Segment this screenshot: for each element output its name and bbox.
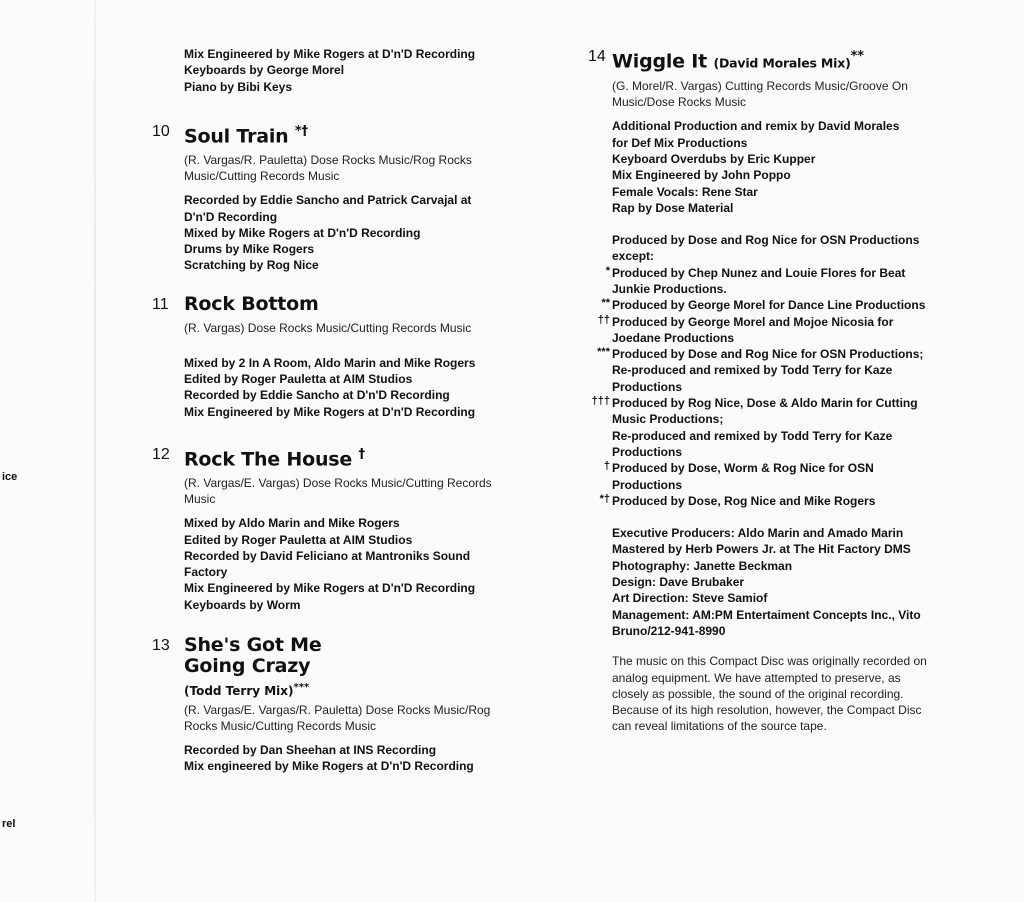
production-line: Productions bbox=[612, 444, 683, 459]
track-subtitle-text: (Todd Terry Mix) bbox=[184, 684, 294, 698]
production-line: Produced by Dose, Worm & Rog Nice for OSN bbox=[612, 461, 874, 476]
publishing-line: Rocks Music/Cutting Records Music bbox=[184, 719, 377, 733]
credit-line: Recorded by Eddie Sancho at D'n'D Recording bbox=[184, 388, 450, 403]
track-number: 10 bbox=[152, 122, 170, 140]
credit-line: Edited by Roger Pauletta at AIM Studios bbox=[184, 372, 413, 386]
track-title bbox=[184, 121, 547, 147]
credit-line: for Def Mix Productions bbox=[612, 135, 748, 150]
track-number: 12 bbox=[152, 445, 170, 463]
credit-line: Mix engineered by Mike Rogers at D'n'D Recording bbox=[184, 759, 474, 774]
staff-credit-line: Art Direction: Steve Samiof bbox=[612, 591, 768, 606]
production-note bbox=[591, 395, 988, 460]
publishing-info bbox=[184, 702, 547, 734]
staff-credit-line: Executive Producers: Aldo Marin and Amado Marin bbox=[612, 526, 904, 541]
production-mark: *** bbox=[597, 346, 610, 359]
production-line: Produced by Rog Nice, Dose & Aldo Marin for Cutting bbox=[612, 396, 918, 411]
page-fold-line bbox=[94, 0, 96, 902]
publishing-line: (G. Morel/R. Vargas) Cutting Records Music/Groove On bbox=[612, 79, 908, 94]
track-credits bbox=[184, 742, 547, 775]
credit-line: Recorded by Eddie Sancho and Patrick Carvajal at bbox=[184, 193, 472, 208]
production-note bbox=[597, 313, 988, 347]
credit-line: Mix Engineered by Mike Rogers at D'n'D Recording bbox=[184, 47, 476, 61]
credit-line: Mix Engineered by Mike Rogers at D'n'D Recording bbox=[184, 581, 476, 596]
production-line: Junkie Productions. bbox=[612, 282, 727, 296]
publishing-line: (R. Vargas/E. Vargas) Dose Rocks Music/Cutting Records bbox=[184, 476, 492, 491]
production-mark: ** bbox=[601, 297, 610, 310]
publishing-info bbox=[184, 320, 547, 336]
credit-line: D'n'D Recording bbox=[184, 209, 278, 224]
track-mark: *† bbox=[294, 123, 308, 139]
publishing-line: Music/Cutting Records Music bbox=[184, 169, 340, 184]
track-mark: † bbox=[358, 446, 365, 462]
credit-line: Scratching by Rog Nice bbox=[184, 258, 319, 273]
track-mix-name: (David Morales Mix) bbox=[713, 55, 851, 71]
disclaimer-line: can reveal limitations of the source tape. bbox=[612, 719, 827, 734]
edge-text-fragment: rel bbox=[2, 818, 16, 830]
disclaimer-line: analog equipment. We have attempted to preserve, as bbox=[612, 670, 901, 685]
track-13 bbox=[152, 635, 547, 775]
track-10 bbox=[152, 121, 547, 274]
track-number: 14 bbox=[588, 48, 606, 65]
production-line: Produced by Dose and Rog Nice for OSN Productions; bbox=[612, 347, 924, 362]
credit-line: Rap by Dose Material bbox=[612, 200, 734, 215]
production-notes bbox=[591, 232, 988, 509]
publishing-line: (R. Vargas/E. Vargas/R. Pauletta) Dose Rocks Music/Rog bbox=[184, 703, 491, 717]
credit-line: Female Vocals: Rene Star bbox=[612, 184, 758, 199]
credit-line: Mixed by Mike Rogers at D'n'D Recording bbox=[184, 225, 421, 240]
track-14 bbox=[588, 46, 988, 735]
production-note bbox=[601, 297, 988, 313]
track-title-line: Going Crazy bbox=[184, 655, 311, 677]
credit-line: Mix Engineered by Mike Rogers at D'n'D Recording bbox=[184, 404, 476, 419]
track-mark: ** bbox=[850, 49, 864, 64]
production-line: Re-produced and remixed by Todd Terry for Kaze bbox=[612, 363, 893, 378]
production-line: Produced by Dose, Rog Nice and Mike Rogers bbox=[612, 493, 876, 508]
staff-credit-line: Management: AM:PM Entertaiment Concepts Inc., Vito bbox=[612, 607, 921, 622]
track-title bbox=[612, 46, 988, 73]
staff-credit-line: Photography: Janette Beckman bbox=[612, 558, 793, 573]
credit-line: Keyboards by Worm bbox=[184, 597, 301, 612]
publishing-info bbox=[184, 475, 547, 507]
production-line: Music Productions; bbox=[612, 412, 724, 427]
disclaimer-line: closely as possible, the sound of the original recording. bbox=[612, 686, 904, 701]
publishing-info bbox=[184, 152, 547, 184]
publishing-line: Music bbox=[184, 492, 216, 507]
left-column bbox=[152, 46, 547, 775]
credit-line: Drums by Mike Rogers bbox=[184, 242, 315, 257]
track-mark: *** bbox=[293, 682, 310, 693]
production-line: Produced by George Morel for Dance Line Productions bbox=[612, 298, 926, 313]
production-line: Productions bbox=[612, 477, 683, 492]
publishing-line: Music/Dose Rocks Music bbox=[612, 95, 747, 110]
publishing-info bbox=[612, 78, 988, 110]
production-line: Re-produced and remixed by Todd Terry for Kaze bbox=[612, 428, 893, 443]
production-note bbox=[603, 460, 988, 493]
track-title bbox=[184, 294, 547, 315]
track-title-text: Rock Bottom bbox=[184, 292, 319, 315]
track-title-text: Soul Train bbox=[184, 125, 289, 148]
track-11 bbox=[152, 294, 547, 420]
edge-text-fragment: ice bbox=[2, 471, 18, 483]
track-title-line: She's Got Me bbox=[184, 634, 322, 656]
production-note bbox=[599, 492, 988, 509]
credit-line: Mixed by Aldo Marin and Mike Rogers bbox=[184, 516, 400, 531]
production-mark: †† bbox=[597, 313, 610, 326]
track-12 bbox=[152, 444, 547, 613]
publishing-line: (R. Vargas/R. Pauletta) Dose Rocks Music/Rog Rocks bbox=[184, 153, 472, 168]
staff-credit-line: Mastered by Herb Powers Jr. at The Hit Factory DMS bbox=[612, 542, 911, 557]
compact-disc-disclaimer bbox=[612, 653, 988, 734]
track-title bbox=[184, 444, 547, 470]
credit-line: Recorded by Dan Sheehan at INS Recording bbox=[184, 743, 437, 757]
disclaimer-line: The music on this Compact Disc was originally recorded on bbox=[612, 654, 927, 669]
track-number: 13 bbox=[152, 637, 170, 654]
production-line: Productions bbox=[612, 379, 683, 394]
intro-credits bbox=[152, 46, 547, 95]
credit-line: Factory bbox=[184, 565, 228, 580]
track-credits bbox=[612, 118, 988, 216]
staff-credit-line: Design: Dave Brubaker bbox=[612, 575, 745, 590]
track-number: 11 bbox=[152, 295, 169, 313]
credit-line: Recorded by David Feliciano at Mantroniks Sound bbox=[184, 548, 471, 563]
credit-line: Mix Engineered by John Poppo bbox=[612, 168, 791, 183]
track-title-text: Rock The House bbox=[184, 448, 353, 471]
credit-line: Keyboard Overdubs by Eric Kupper bbox=[612, 151, 816, 166]
production-mark: † bbox=[603, 460, 610, 473]
track-title bbox=[184, 635, 547, 677]
track-title-text: Wiggle It bbox=[612, 50, 708, 73]
credit-line: Edited by Roger Pauletta at AIM Studios bbox=[184, 532, 413, 547]
publishing-line: (R. Vargas) Dose Rocks Music/Cutting Records Music bbox=[184, 320, 472, 335]
track-credits bbox=[184, 355, 547, 420]
production-line: Produced by Chep Nunez and Louie Flores for Beat bbox=[612, 265, 906, 280]
track-credits bbox=[184, 515, 547, 613]
staff-credit-line: Bruno/212-941-8990 bbox=[612, 623, 726, 638]
production-note bbox=[597, 346, 988, 395]
track-credits bbox=[184, 192, 547, 273]
credit-line: Keyboards by George Morel bbox=[184, 63, 345, 78]
staff-credits bbox=[612, 525, 988, 639]
production-note bbox=[605, 264, 988, 298]
production-mark: ††† bbox=[591, 395, 610, 408]
credit-line: Additional Production and remix by David Morales bbox=[612, 119, 900, 134]
production-intro-line: Produced by Dose and Rog Nice for OSN Productions bbox=[612, 233, 920, 248]
disclaimer-line: Because of its high resolution, however, the Compact Disc bbox=[612, 703, 922, 718]
credit-line: Piano by Bibi Keys bbox=[184, 79, 293, 94]
right-column bbox=[588, 46, 988, 735]
production-mark: *† bbox=[599, 492, 610, 505]
track-subtitle bbox=[184, 680, 547, 699]
production-line: Produced by George Morel and Mojoe Nicosia for bbox=[612, 314, 894, 329]
credit-line: Mixed by 2 In A Room, Aldo Marin and Mike Rogers bbox=[184, 355, 476, 370]
production-intro-line: except: bbox=[612, 249, 655, 264]
production-line: Joedane Productions bbox=[612, 330, 735, 345]
production-mark: * bbox=[605, 264, 610, 277]
